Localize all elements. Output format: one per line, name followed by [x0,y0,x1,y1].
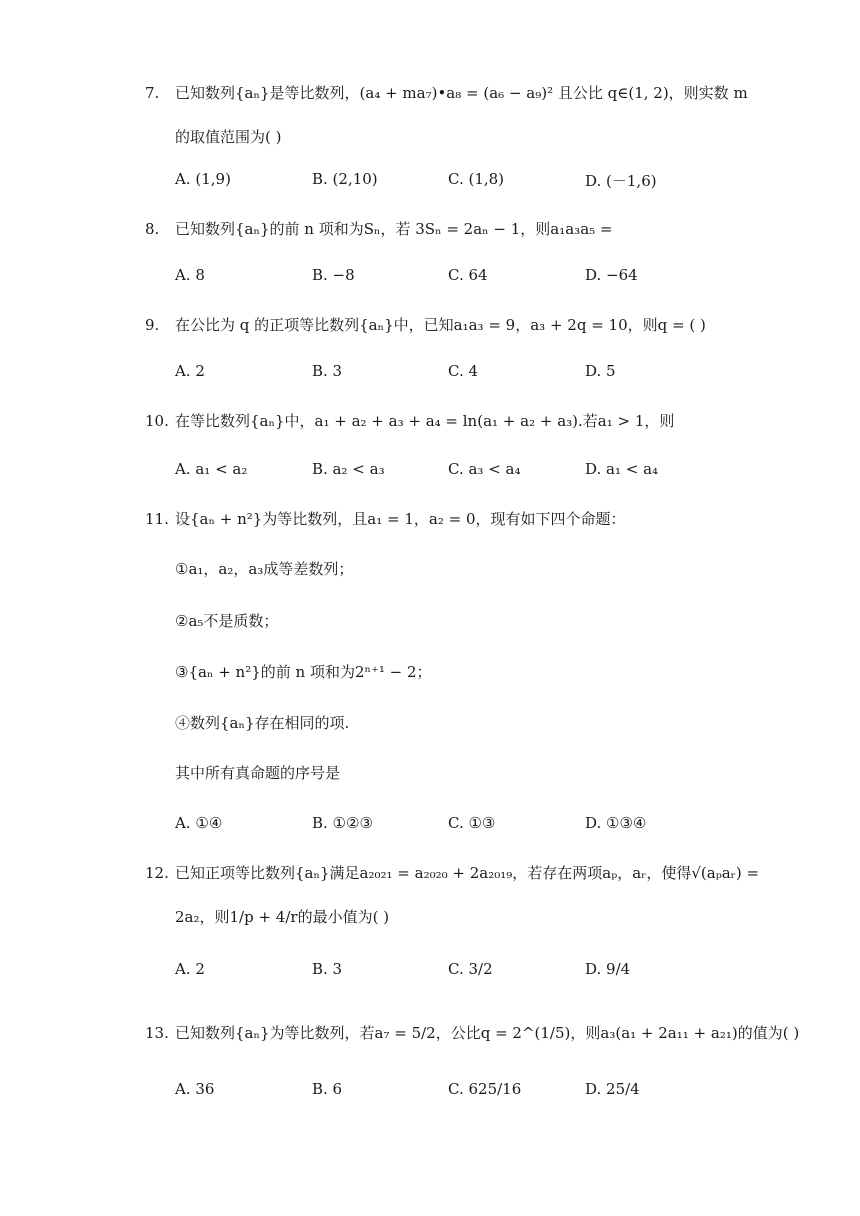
question-number: 13. [145,1024,169,1042]
option-d[interactable]: D. 5 [585,362,616,380]
question-text: 已知数列{aₙ}的前 n 项和为Sₙ，若 3Sₙ = 2aₙ − 1，则a₁a₃a₅ = [175,220,613,238]
option-a[interactable]: A. 8 [175,266,205,284]
option-d[interactable]: D. (－1,6) [585,172,657,190]
proposition-1: ①a₁，a₂，a₃成等差数列； [175,560,354,578]
proposition-3: ③{aₙ + n²}的前 n 项和为2ⁿ⁺¹ − 2； [175,663,432,681]
option-b[interactable]: B. a₂ < a₃ [312,460,385,478]
question-prompt: 其中所有真命题的序号是 [175,764,341,782]
options-row-7 [175,170,735,192]
option-c[interactable]: C. a₃ < a₄ [448,460,521,478]
question-text-continued: 2a₂，则1/p + 4/r的最小值为( ) [175,908,390,926]
option-c[interactable]: C. 64 [448,266,488,284]
question-text-continued: 的取值范围为( ) [175,128,282,146]
question-text: 已知数列{aₙ}为等比数列，若a₇ = 5/2，公比q = 2^(1/5)，则a₃(a₁ + 2a₁₁ + a₂₁)的值为( ) [175,1024,800,1042]
option-b[interactable]: B. −8 [312,266,355,284]
options-row-11 [175,814,735,836]
question-number: 8. [145,220,160,238]
options-row-12 [175,960,735,982]
option-a[interactable]: A. (1,9) [175,170,231,188]
option-b[interactable]: B. ①②③ [312,814,373,832]
option-a[interactable]: A. a₁ < a₂ [175,460,248,478]
option-b[interactable]: B. 6 [312,1080,343,1098]
option-c[interactable]: C. ①③ [448,814,496,832]
option-c[interactable]: C. 4 [448,362,479,380]
question-text: 在公比为 q 的正项等比数列{aₙ}中，已知a₁a₃ = 9，a₃ + 2q = 10，则q = ( ) [175,316,706,334]
option-c[interactable]: C. 625/16 [448,1080,522,1098]
option-d[interactable]: D. 25/4 [585,1080,640,1098]
option-d[interactable]: D. ①③④ [585,814,647,832]
option-b[interactable]: B. 3 [312,960,343,978]
options-row-13 [175,1080,735,1102]
option-d[interactable]: D. 9/4 [585,960,631,978]
option-a[interactable]: A. 2 [175,362,205,380]
options-row-8 [175,266,735,288]
option-b[interactable]: B. (2,10) [312,170,378,188]
option-c[interactable]: C. (1,8) [448,170,505,188]
proposition-4: ④数列{aₙ}存在相同的项. [175,714,350,732]
question-text: 已知正项等比数列{aₙ}满足a₂₀₂₁ = a₂₀₂₀ + 2a₂₀₁₉，若存在两项aₚ，aᵣ，使得√(aₚaᵣ) = [175,864,760,882]
question-number: 9. [145,316,160,334]
option-a[interactable]: A. ①④ [175,814,223,832]
option-a[interactable]: A. 36 [175,1080,215,1098]
question-text: 已知数列{aₙ}是等比数列，(a₄ + ma₇)•a₈ = (a₆ − a₉)² 且公比 q∈(1, 2)，则实数 m [175,84,748,102]
option-d[interactable]: D. −64 [585,266,638,284]
option-a[interactable]: A. 2 [175,960,205,978]
proposition-2: ②a₅不是质数； [175,612,279,630]
question-number: 10. [145,412,169,430]
question-text: 设{aₙ + n²}为等比数列，且a₁ = 1，a₂ = 0，现有如下四个命题： [175,510,626,528]
question-number: 11. [145,510,169,528]
question-text: 在等比数列{aₙ}中，a₁ + a₂ + a₃ + a₄ = ln(a₁ + a₂ + a₃).若a₁ > 1，则 [175,412,675,430]
option-c[interactable]: C. 3/2 [448,960,493,978]
question-number: 7. [145,84,160,102]
options-row-9 [175,362,735,384]
question-number: 12. [145,864,169,882]
option-b[interactable]: B. 3 [312,362,343,380]
options-row-10 [175,460,735,482]
option-d[interactable]: D. a₁ < a₄ [585,460,659,478]
